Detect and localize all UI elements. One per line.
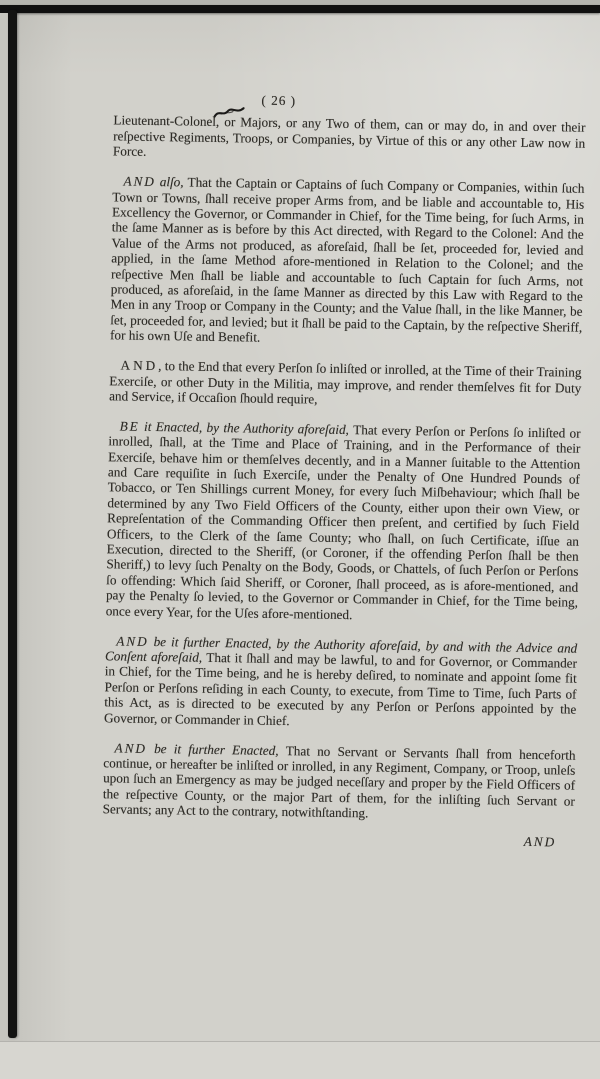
paragraph — [110, 173, 585, 350]
paragraph-text-italic: BE — [119, 418, 140, 434]
catchword: AND — [523, 833, 557, 850]
paragraph-text: AND — [120, 357, 159, 374]
paragraph-text-italic: it Enacted, by the Authority aforeſaid, — [139, 418, 354, 437]
paragraph-text: That the Captain or Captains of ſuch Company or Companies, within ſuch Town or Towns, ſhall receive proper Arms from, and be liable and accountable to, His Excellency the Governor, or Commander in Chief, for the Time being, for ſuch Arms, in the ſame Manner as is before by this Act directed, with Regard to the Colonel: And the Value of the Arms not produced, as aforeſaid, ſhall be ſet, proceeded for, levied and applied, in the ſame Method afore-mentioned in Relation to the Colonel; and the reſpective Men ſhall be liable and accountable to ſuch Captain for ſuch Arms, not produced, as aforeſaid, in the ſame Manner as directed by this Law with Regard to the Men in any Troop or Company in the County; and the Value ſhall, in the like Manner, be ſet, proceeded for, and levied; but it ſhall be paid to the Captain, by the reſpective Sheriff, for his own Uſe and Benefit. — [109, 174, 585, 345]
scan-edge-top — [0, 5, 600, 13]
paragraph-text-italic: be it further Enacted, — [146, 740, 286, 758]
paragraph — [104, 633, 577, 733]
paragraph-text: That no Servant or Servants ſhall from henceforth continue, or hereafter be inliſted or inrolled, in any Regiment, Company, or Troop, unleſs upon ſuch an Emergency as may be judged neceſſary and proper by the Field Officers of the reſpective County, or the major Part of them, for the inliſting ſuch Servant or Servants; any Act to the contrary, notwithſtanding. — [102, 742, 576, 821]
page-bottom-edge — [0, 1041, 600, 1079]
scan-margin-left — [0, 13, 8, 1079]
paragraph-text-italic: AND — [114, 739, 148, 756]
body-paragraphs — [103, 113, 586, 824]
paragraph-text: Lieutenant-Colonel, or Majors, or any Two of them, can or may do, in and over their reſpective Regiments, Troops, or Companies, by Virtue of this or any other Law now in Force. — [112, 112, 586, 160]
paragraph — [109, 357, 582, 411]
paragraph — [106, 418, 581, 626]
page-number-header: ( 26 ) — [261, 92, 297, 109]
paragraph-text: That every Perſon or Perſons ſo inliſted or inrolled, ſhall, at the Time and Place of Training, and in the Performance of their Exerciſe, behave him or themſelves decently, and in a Manner ſuitable to the Attention and Care requiſite in ſuch Exerciſe, under the Penalty of One Hundred Pounds of Tobacco, or Ten Shillings current Money, for every ſuch Miſbehaviour; which ſhall be determined by any Two Field Officers of the County, either upon their own View, or Repreſentation of the Commanding Officer then preſent, and certified by ſuch Field Officers, to the Clerk of the ſame County; who ſhall, on ſuch Certificate, iſſue an Execution, directed to the Sheriff, (or Coroner, if the offending Perſon ſhall be then Sheriff,) to levy ſuch Penalty on the Body, Goods, or Chattels, of ſuch Perſon or Perſons ſo offending: Which ſaid Sheriff, or Coroner, ſhall proceed, as is afore-mentioned, and pay the Penalty ſo levied, to the Governor or Commander in Chief, for the Time being, once every Year, for the Uſes afore-mentioned. — [105, 421, 581, 622]
scan-edge-left — [8, 10, 17, 1038]
paragraph — [103, 740, 576, 824]
page-text-block — [102, 90, 586, 850]
paragraph — [113, 113, 586, 167]
paragraph-text-italic: AND — [123, 173, 157, 190]
paragraph-text-italic: alſo, — [155, 174, 188, 190]
paragraph-text: That it ſhall and may be lawful, to and for Governor, or Commander in Chief, for the Time being, and he is hereby deſired, to nominate and appoint ſome fit Perſon or Perſons reſiding in each County, to execute, from Time to Time, ſuch Parts of this Act, as is directed to be executed by any Perſon or Perſons appointed by the Governor, or Commander in Chief. — [103, 649, 578, 728]
paragraph-text: , to the End that every Perſon ſo inliſted or inrolled, at the Time of their Training Exerciſe, or other Duty in the Militia, may improve, and render themſelves fit for Duty and Service, if Occaſion ſhould require, — [109, 358, 582, 407]
paragraph-text-italic: AND — [116, 633, 149, 649]
paragraph-text-italic: be it further Enacted, by the Authority aforeſaid, by and with the Advice and Conſent aforeſaid, — [104, 633, 578, 665]
